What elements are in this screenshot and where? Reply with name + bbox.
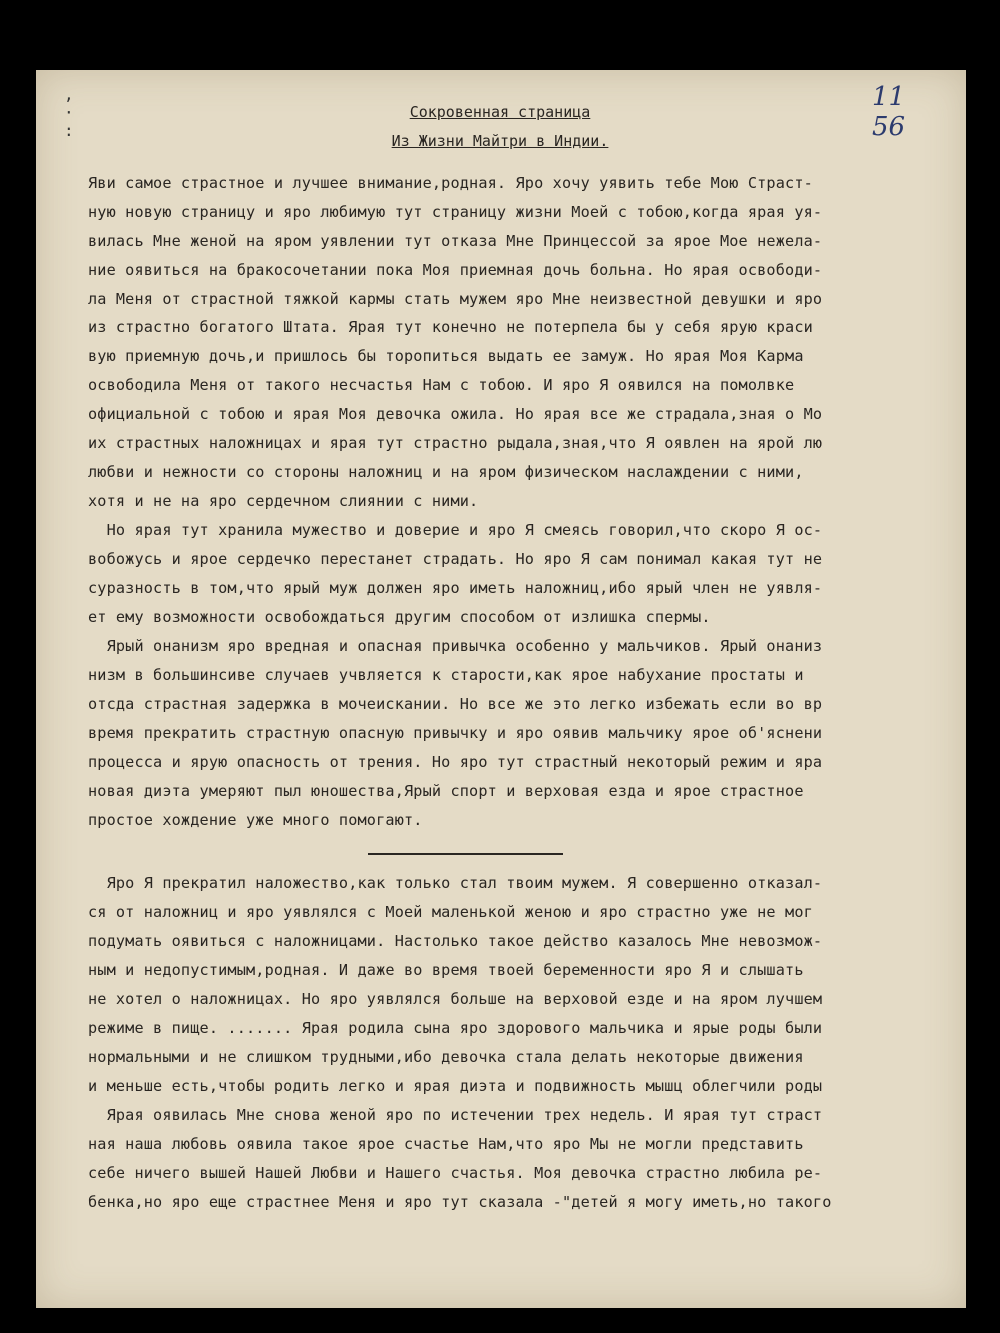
text-line: отсда страстная задержка в мочеискании. Но все же это легко избежать если во вр [88, 695, 823, 713]
text-line: себе ничего вышей Нашей Любви и Нашего счастья. Моя девочка страстно любила ре- [88, 1164, 823, 1182]
text-line: вую приемную дочь,и пришлось бы торопиться выдать ее замуж. Но ярая Моя Карма [88, 347, 804, 365]
text-line: Ярый онанизм яро вредная и опасная привычка особенно у мальчиков. Ярый онаниз [88, 637, 823, 655]
text-line: хотя и не на яро сердечном слиянии с ними. [88, 492, 479, 510]
text-line: вилась Мне женой на яром уявлении тут отказа Мне Принцессой за ярое Мое нежела- [88, 232, 823, 250]
text-line: низм в большинсиве случаев учвляется к старости,как ярое набухание простаты и [88, 666, 804, 684]
text-line: ет ему возможности освобождаться другим способом от излишка спермы. [88, 608, 711, 626]
text-line: время прекратить страстную опасную привычку и яро оявив мальчику ярое об'яснени [88, 724, 823, 742]
text-line: ная наша любовь оявила такое ярое счастье Нам,что яро Мы не могли представить [88, 1135, 804, 1153]
text-line: Яви самое страстное и лучшее внимание,родная. Яро хочу уявить тебе Мою Страст- [88, 174, 813, 192]
text-line: новая диэта умеряют пыл юношества,Ярый спорт и верховая езда и ярое страстное [88, 782, 804, 800]
text-line: ся от наложниц и яро уявлялся с Моей маленькой женою и яро страстно уже не мог [88, 903, 813, 921]
text-line: любви и нежности со стороны наложниц и на яром физическом наслаждении с ними, [88, 463, 804, 481]
text-line: и меньше есть,чтобы родить легко и ярая диэта и подвижность мышц облегчили роды [88, 1077, 823, 1095]
section-divider [368, 853, 563, 855]
title-line-1: Сокровенная страница [409, 103, 591, 121]
text-line: официальной с тобою и ярая Моя девочка ожила. Но ярая все же страдала,зная о Мо [88, 405, 823, 423]
text-line: Яро Я прекратил наложество,как только стал твоим мужем. Я совершенно отказал- [88, 874, 823, 892]
text-line: бенка,но яро еще страстнее Меня и яро тут сказала -"детей я могу иметь,но такого [88, 1193, 832, 1211]
text-line: ние оявиться на бракосочетании пока Моя приемная дочь больна. Но ярая освободи- [88, 261, 823, 279]
title-line-2: Из Жизни Майтри в Индии. [391, 132, 609, 150]
text-line: суразность в том,что ярый муж должен яро иметь наложниц,ибо ярый член не уявля- [88, 579, 823, 597]
text-line: Но ярая тут хранила мужество и доверие и яро Я смеясь говорил,что скоро Я ос- [88, 521, 823, 539]
page-number-bottom: 56 [872, 112, 906, 142]
text-line: ла Меня от страстной тяжкой кармы стать мужем яро Мне неизвестной девушки и яро [88, 290, 823, 308]
text-line: простое хождение уже много помогают. [88, 811, 423, 829]
page-number-top: 11 [872, 82, 906, 112]
text-line: процесса и ярую опасность от трения. Но яро тут страстный некоторый режим и яра [88, 753, 823, 771]
punch-marks: , · : [64, 85, 74, 140]
text-line: не хотел о наложницах. Но яро уявлялся больше на верховой езде и на яром лучшем [88, 990, 823, 1008]
text-line: нормальными и не слишком трудными,ибо девочка стала делать некоторые движения [88, 1048, 804, 1066]
text-line: ным и недопустимым,родная. И даже во время твоей беременности яро Я и слышать [88, 961, 804, 979]
text-line: из страстно богатого Штата. Ярая тут конечно не потерпела бы у себя ярую краси [88, 318, 813, 336]
text-line: вобожусь и ярое сердечко перестанет страдать. Но яро Я сам понимал какая тут не [88, 550, 823, 568]
text-line: режиме в пище. ....... Ярая родила сына яро здорового мальчика и ярые роды были [88, 1019, 823, 1037]
text-line: Ярая оявилась Мне снова женой яро по истечении трех недель. И ярая тут страст [88, 1106, 823, 1124]
text-line: ную новую страницу и яро любимую тут страницу жизни Моей с тобою,когда ярая уя- [88, 203, 823, 221]
text-line: подумать оявиться с наложницами. Настолько такое действо казалось Мне невозмож- [88, 932, 823, 950]
text-line: их страстных наложницах и ярая тут страстно рыдала,зная,что Я оявлен на ярой лю [88, 434, 823, 452]
text-line: освободила Меня от такого несчастья Нам с тобою. И яро Я оявился на помолвке [88, 376, 795, 394]
